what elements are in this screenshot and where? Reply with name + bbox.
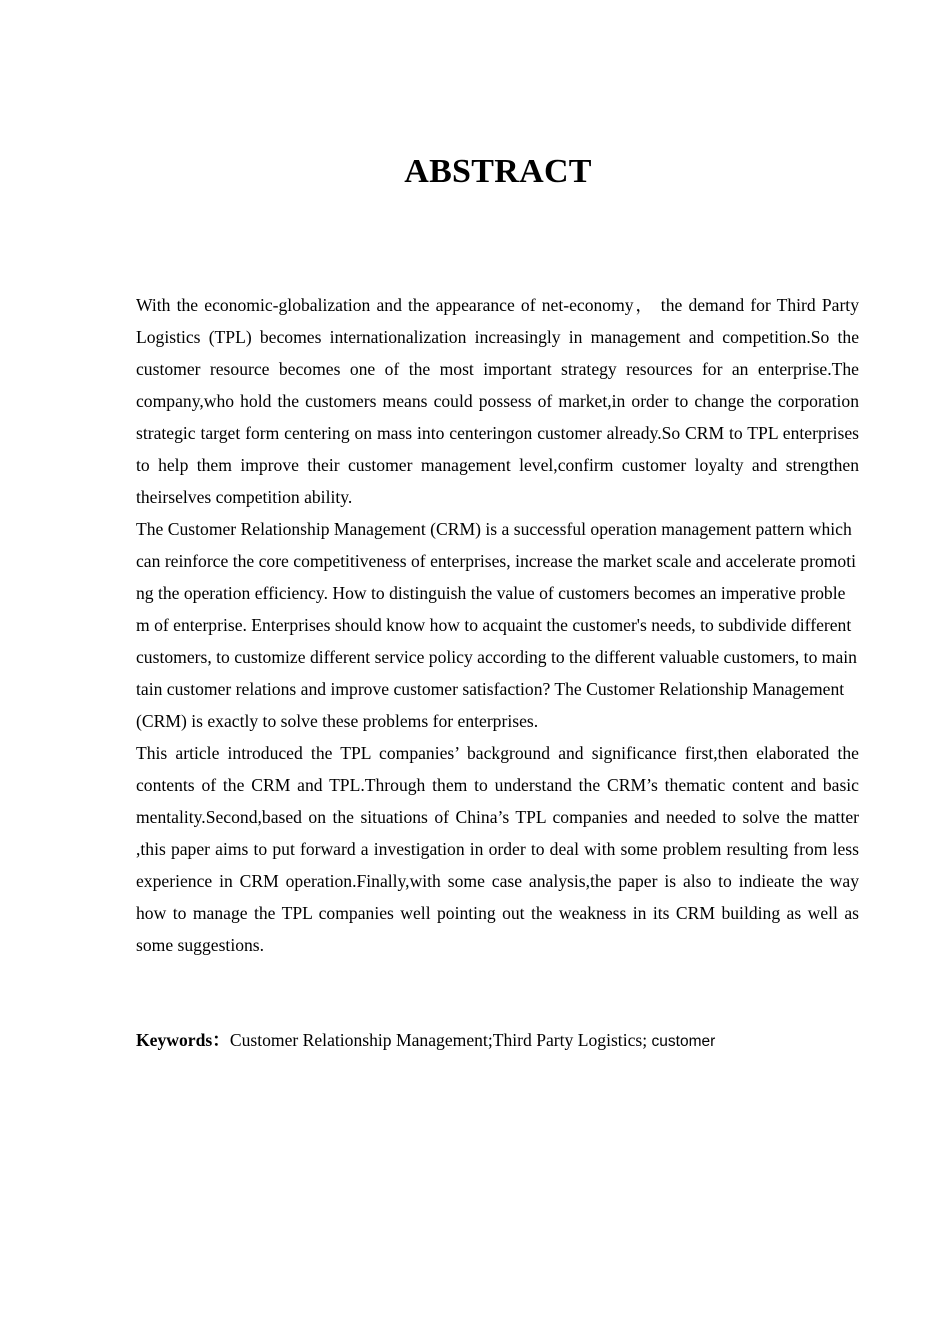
- keywords-last: customer: [651, 1033, 716, 1050]
- page-title: ABSTRACT: [404, 153, 592, 190]
- keywords-text: Customer Relationship Management;Third Party Logistics;: [229, 1030, 652, 1050]
- abstract-paragraph-3: This article introduced the TPL companies’ background and significance first,then elaborated the contents of the CRM and TPL.Through them to understand the CRM’s thematic content and basic mentality.Second,based on the situations of China’s TPL companies and needed to solve the matter ,this paper aims to put forward a investigation in order to deal with some problem resulting from less experience in CRM operation.Finally,with some case analysis,the paper is also to indieate the way how to manage the TPL companies well pointing out the weakness in its CRM building as well as some suggestions.: [136, 743, 859, 955]
- keywords-label: Keywords：: [136, 1030, 230, 1050]
- abstract-body: [136, 289, 859, 961]
- abstract-paragraph-1: With the economic-globalization and the appearance of net-economy， the demand for Third Party Logistics (TPL) becomes internationalization increasingly in management and competition.So the customer resource becomes one of the most important strategy resources for an enterprise.The company,who hold the customers means could possess of market,in order to change the corporation strategic target form centering on mass into centeringon customer already.So CRM to TPL enterprises to help them improve their customer management level,confirm customer loyalty and strengthen theirselves competition ability.: [136, 295, 859, 507]
- keywords-line: [136, 1024, 859, 1058]
- abstract-paragraph-2: The Customer Relationship Management (CRM) is a successful operation management pattern which can reinforce the core competitiveness of enterprises, increase the market scale and accelerate promoting the operation efficiency. How to distinguish the value of customers becomes an imperative problem of enterprise. Enterprises should know how to acquaint the customer's needs, to subdivide different customers, to customize different service policy according to the different valuable customers, to maintain customer relations and improve customer satisfaction? The Customer Relationship Management (CRM) is exactly to solve these problems for enterprises.: [136, 519, 857, 731]
